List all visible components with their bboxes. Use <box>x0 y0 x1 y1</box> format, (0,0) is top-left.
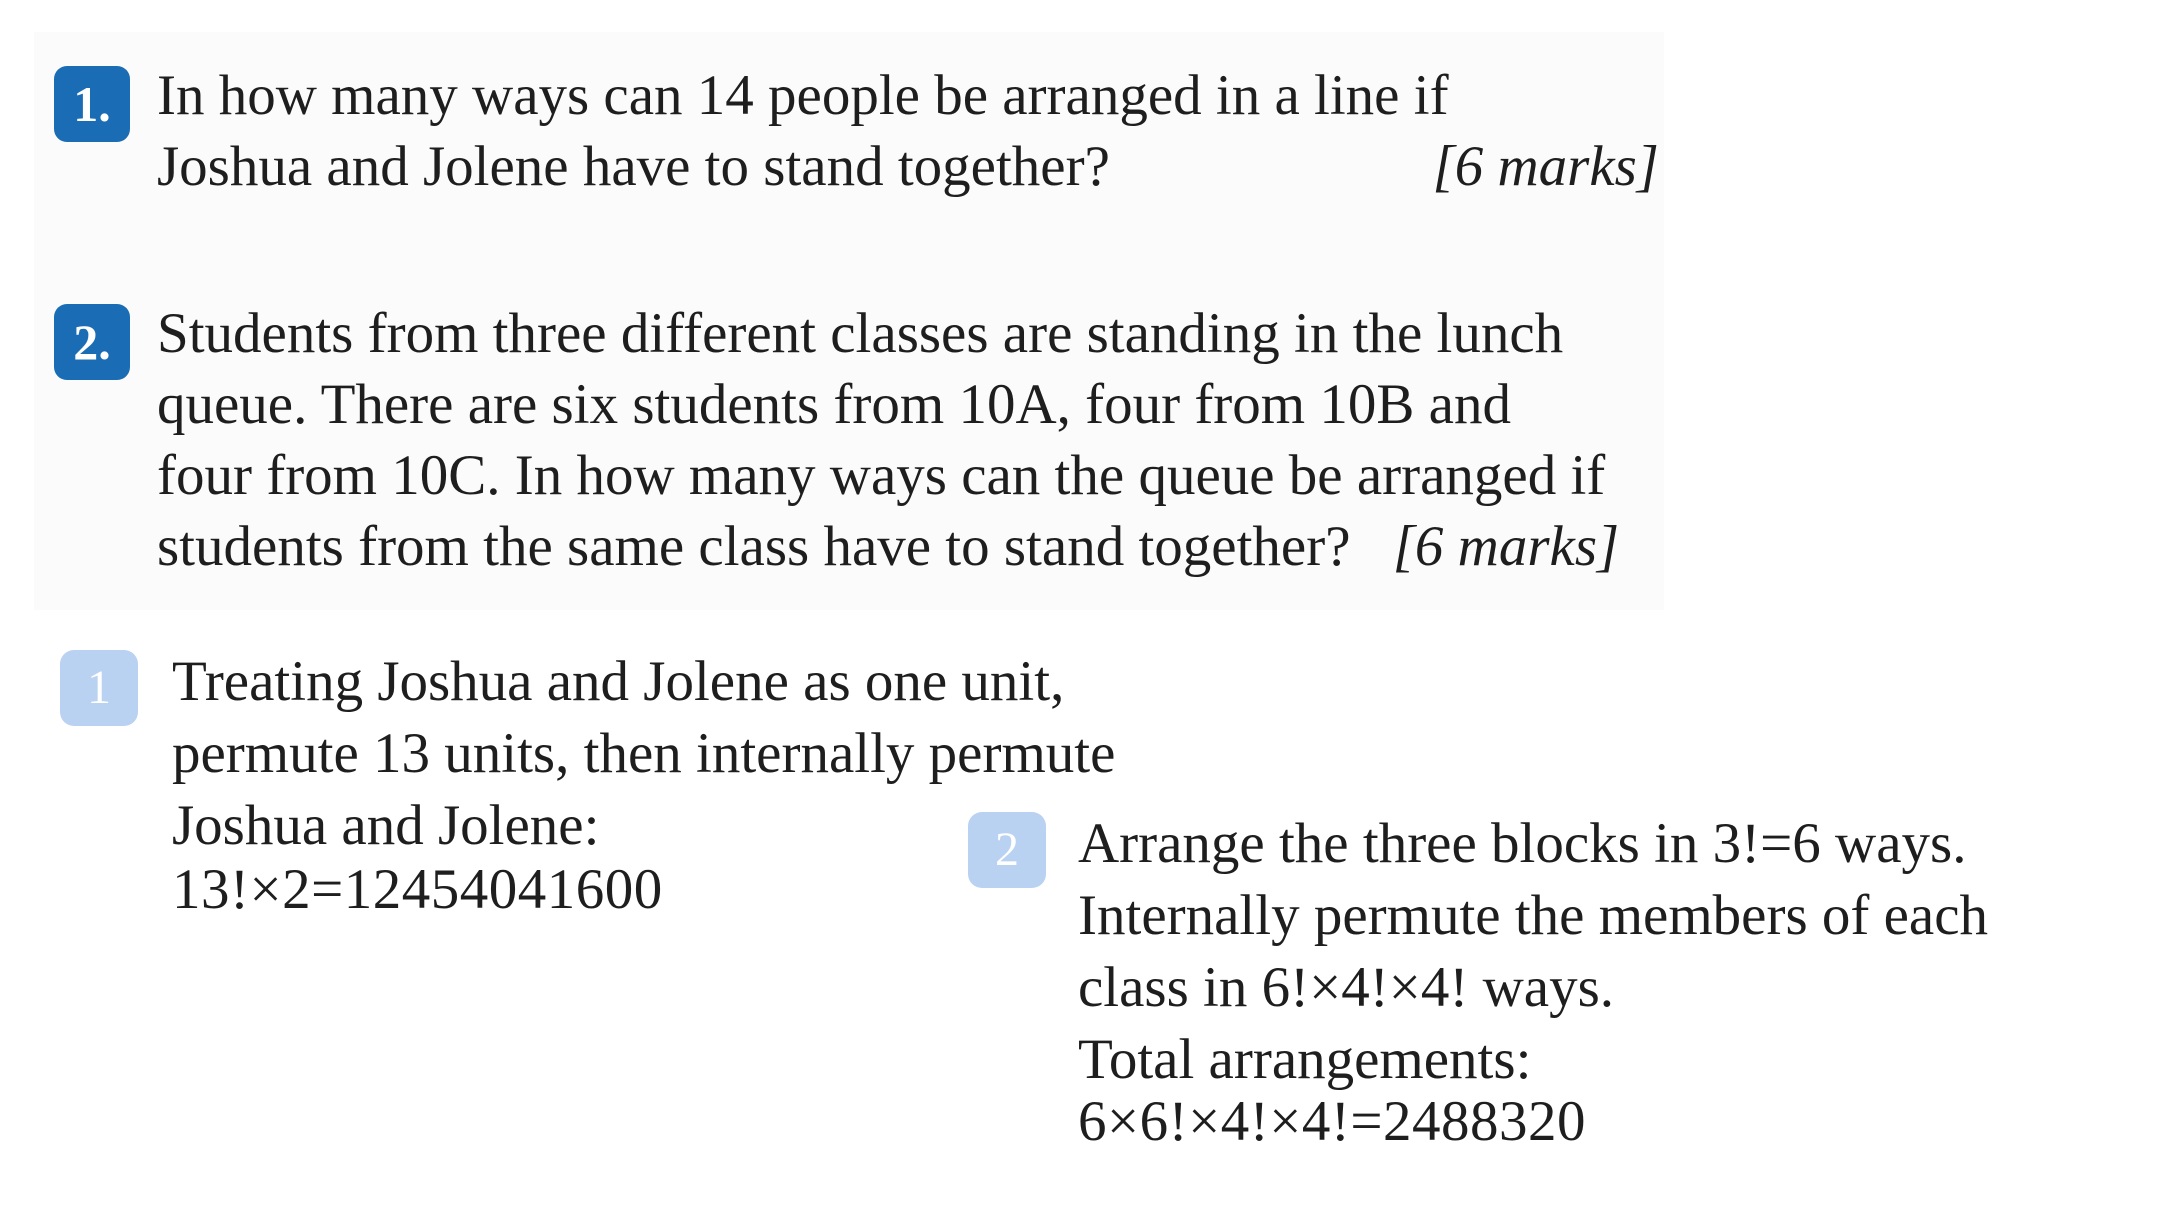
question-1-marks: [6 marks] <box>1432 135 1659 198</box>
question-1-line-2-wrapper <box>157 131 1677 202</box>
question-2-line-1: Students from three different classes are standing in the lunch <box>157 302 1564 365</box>
answer-1-number-badge: 1 <box>60 650 138 726</box>
answer-2-line-3: class in 6!×4!×4! ways. <box>1078 956 1615 1019</box>
question-1-line-1: In how many ways can 14 people be arranged in a line if <box>157 64 1449 127</box>
answer-2-line-2: Internally permute the members of each <box>1078 884 1989 947</box>
question-2-number-badge: 2. <box>54 304 130 380</box>
answer-2-result: 6×6!×4!×4!=2488320 <box>1078 1090 1587 1153</box>
answer-1-line-3: Joshua and Jolene: <box>172 794 600 857</box>
question-2-line-4: students from the same class have to stand together? <box>157 515 1351 578</box>
answer-1-line-1: Treating Joshua and Jolene as one unit, <box>172 650 1065 713</box>
answer-1-result: 13!×2=12454041600 <box>172 858 663 921</box>
question-2-text <box>157 298 1677 582</box>
question-2-marks: [6 marks] <box>1392 515 1620 578</box>
answer-2-line-4: Total arrangements: <box>1078 1028 1532 1091</box>
question-1-number-badge: 1. <box>54 66 130 142</box>
answer-1-line-2: permute 13 units, then internally permute <box>172 722 1116 785</box>
question-2-line-3: four from 10C. In how many ways can the queue be arranged if <box>157 444 1606 507</box>
questions-panel <box>34 32 1664 610</box>
answer-2-number-badge: 2 <box>968 812 1046 888</box>
answer-2-text <box>1078 808 2138 1158</box>
question-1-text <box>157 60 1677 202</box>
question-2-line-4-wrapper <box>157 511 1677 582</box>
question-1-line-2: Joshua and Jolene have to stand together? <box>157 135 1110 198</box>
answer-2-line-1: Arrange the three blocks in 3!=6 ways. <box>1078 812 1967 875</box>
question-2-line-2: queue. There are six students from 10A, four from 10B and <box>157 373 1511 436</box>
